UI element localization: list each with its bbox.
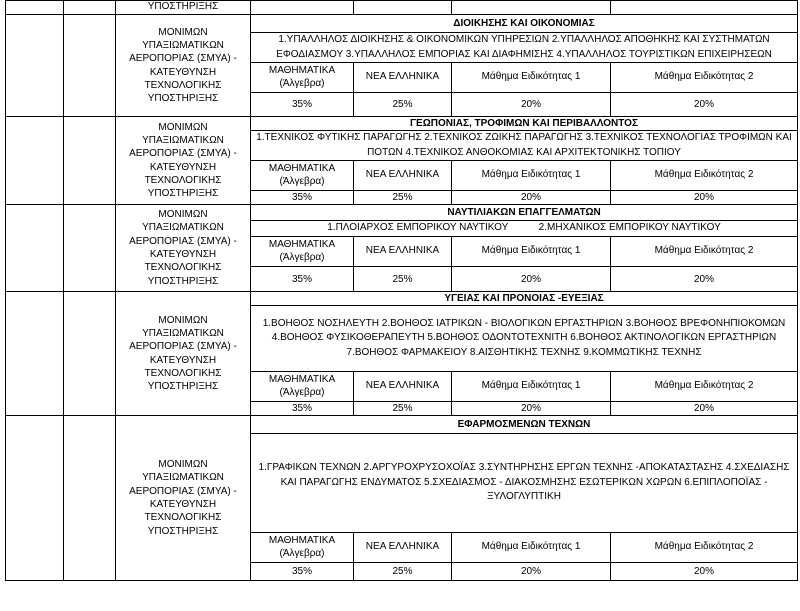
subject-spec2: Μάθημα Ειδικότητας 2 [611,237,798,267]
index-cell [6,416,64,581]
sector-title: ΝΑΥΤΙΛΙΑΚΩΝ ΕΠΑΓΓΕΛΜΑΤΩΝ [251,205,798,221]
subject-math: ΜΑΘΗΜΑΤΙΚΑ (Άλγεβρα) [251,63,354,93]
index-cell [6,1,64,15]
school-name-cell: ΜΟΝΙΜΩΝ ΥΠΑΞΙΩΜΑΤΙΚΩΝ ΑΕΡΟΠΟΡΙΑΣ (ΣΜΥΑ) - ΚΑΤΕΥΘΥΝΣΗ ΤΕΧΝΟΛΟΓΙΚΗΣ ΥΠΟΣΤΗΡΙΞΗΣ [116,117,251,205]
specialties-list: 1.ΤΕΧΝΙΚΟΣ ΦΥΤΙΚΗΣ ΠΑΡΑΓΩΓΗΣ 2.ΤΕΧΝΙΚΟΣ ΖΩΙΚΗΣ ΠΑΡΑΓΩΓΗΣ 3.ΤΕΧΝΙΚΟΣ ΤΕΧΝΟΛΟΓΙΑΣ ΤΡΟΦΙΜΩΝ ΚΑΙ ΠΟΤΩΝ 4.ΤΕΧΝΙΚΟΣ ΑΝΘΟΚΟΜΙΑΣ ΚΑΙ ΑΡΧΙΤΕΚΤΟΝΙΚΗΣ ΤΟΠΙΟΥ [251,131,798,161]
school-name-cell: ΜΟΝΙΜΩΝ ΥΠΑΞΙΩΜΑΤΙΚΩΝ ΑΕΡΟΠΟΡΙΑΣ (ΣΜΥΑ) - ΚΑΤΕΥΘΥΝΣΗ ΤΕΧΝΟΛΟΓΙΚΗΣ ΥΠΟΣΤΗΡΙΞΗΣ [116,15,251,117]
subject-spec2: Μάθημα Ειδικότητας 2 [611,533,798,563]
index-cell [6,292,64,416]
weight-spec1: 20% [452,93,611,117]
weight-greek: 25% [354,267,452,292]
school-name-cell: ΥΠΟΣΤΗΡΙΞΗΣ [116,1,251,15]
sector-header-row [6,15,798,33]
weight-math: 35% [251,402,354,416]
subject-spec1: Μάθημα Ειδικότητας 1 [452,237,611,267]
weight-spec2: 20% [611,563,798,581]
subject-spec1: Μάθημα Ειδικότητας 1 [452,161,611,191]
sub-index-cell [64,15,116,117]
specialties-list: 1.ΠΛΟΙΑΡΧΟΣ ΕΜΠΟΡΙΚΟΥ ΝΑΥΤΙΚΟΥ 2.ΜΗΧΑΝΙΚΟΣ ΕΜΠΟΡΙΚΟΥ ΝΑΥΤΙΚΟΥ [251,221,798,237]
weight-greek: 25% [354,93,452,117]
table-row [6,1,798,15]
sector-title: ΔΙΟΙΚΗΣΗΣ ΚΑΙ ΟΙΚΟΝΟΜΙΑΣ [251,15,798,33]
sector-title: ΓΕΩΠΟΝΙΑΣ, ΤΡΟΦΙΜΩΝ ΚΑΙ ΠΕΡΙΒΑΛΛΟΝΤΟΣ [251,117,798,131]
empty-cell [611,1,798,15]
subject-spec2: Μάθημα Ειδικότητας 2 [611,63,798,93]
subject-math: ΜΑΘΗΜΑΤΙΚΑ (Άλγεβρα) [251,161,354,191]
weight-greek: 25% [354,563,452,581]
sub-index-cell [64,205,116,292]
sector-header-row [6,416,798,434]
weight-spec1: 20% [452,402,611,416]
weight-math: 35% [251,267,354,292]
subject-spec2: Μάθημα Ειδικότητας 2 [611,161,798,191]
weight-spec2: 20% [611,402,798,416]
sub-index-cell [64,292,116,416]
subject-greek: ΝΕΑ ΕΛΛΗΝΙΚΑ [354,63,452,93]
empty-cell [452,1,611,15]
sector-title: ΕΦΑΡΜΟΣΜΕΝΩΝ ΤΕΧΝΩΝ [251,416,798,434]
weight-math: 35% [251,563,354,581]
subject-spec1: Μάθημα Ειδικότητας 1 [452,372,611,402]
weight-spec2: 20% [611,267,798,292]
school-name-cell: ΜΟΝΙΜΩΝ ΥΠΑΞΙΩΜΑΤΙΚΩΝ ΑΕΡΟΠΟΡΙΑΣ (ΣΜΥΑ) - ΚΑΤΕΥΘΥΝΣΗ ΤΕΧΝΟΛΟΓΙΚΗΣ ΥΠΟΣΤΗΡΙΞΗΣ [116,205,251,292]
weight-spec2: 20% [611,191,798,205]
requirements-table [5,0,798,581]
weight-math: 35% [251,191,354,205]
subject-greek: ΝΕΑ ΕΛΛΗΝΙΚΑ [354,372,452,402]
weight-greek: 25% [354,191,452,205]
weight-spec1: 20% [452,563,611,581]
weight-spec2: 20% [611,93,798,117]
index-cell [6,15,64,117]
subject-math: ΜΑΘΗΜΑΤΙΚΑ (Άλγεβρα) [251,237,354,267]
specialties-list: 1.ΥΠΑΛΛΗΛΟΣ ΔΙΟΙΚΗΣΗΣ & ΟΙΚΟΝΟΜΙΚΩΝ ΥΠΗΡΕΣΙΩΝ 2.ΥΠΑΛΛΗΛΟΣ ΑΠΟΘΗΚΗΣ ΚΑΙ ΣΥΣΤΗΜΑΤΩΝ ΕΦΟΔΙΑΣΜΟΥ 3.ΥΠΑΛΛΗΛΟΣ ΕΜΠΟΡΙΑΣ ΚΑΙ ΔΙΑΦΗΜΙΣΗΣ 4.ΥΠΑΛΛΗΛΟΣ ΤΟΥΡΙΣΤΙΚΩΝ ΕΠΙΧΕΙΡΗΣΕΩΝ [251,33,798,63]
index-cell [6,117,64,205]
subject-spec1: Μάθημα Ειδικότητας 1 [452,63,611,93]
weight-spec1: 20% [452,267,611,292]
sector-header-row [6,292,798,306]
empty-cell [251,1,354,15]
subject-greek: ΝΕΑ ΕΛΛΗΝΙΚΑ [354,533,452,563]
subject-greek: ΝΕΑ ΕΛΛΗΝΙΚΑ [354,237,452,267]
subject-math: ΜΑΘΗΜΑΤΙΚΑ (Άλγεβρα) [251,372,354,402]
index-cell [6,205,64,292]
sector-header-row [6,117,798,131]
specialties-list: 1.ΒΟΗΘΟΣ ΝΟΣΗΛΕΥΤΗ 2.ΒΟΗΘΟΣ ΙΑΤΡΙΚΩΝ - ΒΙΟΛΟΓΙΚΩΝ ΕΡΓΑΣΤΗΡΙΩΝ 3.ΒΟΗΘΟΣ ΒΡΕΦΟΝΗΠΙΟΚΟΜΩΝ 4.ΒΟΗΘΟΣ ΦΥΣΙΚΟΘΕΡΑΠΕΥΤΗ 5.ΒΟΗΘΟΣ ΟΔΟΝΤΟΤΕΧΝΙΤΗ 6.ΒΟΗΘΟΣ ΑΚΤΙΝΟΛΟΓΙΚΩΝ ΕΡΓΑΣΤΗΡΙΩΝ 7.ΒΟΗΘΟΣ ΦΑΡΜΑΚΕΙΟΥ 8.ΑΙΣΘΗΤΙΚΗΣ ΤΕΧΝΗΣ 9.ΚΟΜΜΩΤΙΚΗΣ ΤΕΧΝΗΣ [251,306,798,372]
sub-index-cell [64,117,116,205]
specialties-list: 1.ΓΡΑΦΙΚΩΝ ΤΕΧΝΩΝ 2.ΑΡΓΥΡΟΧΡΥΣΟΧΟΪΑΣ 3.ΣΥΝΤΗΡΗΣΗΣ ΕΡΓΩΝ ΤΕΧΝΗΣ -ΑΠΟΚΑΤΑΣΤΑΣΗΣ 4.ΣΧΕΔΙΑΣΗΣ ΚΑΙ ΠΑΡΑΓΩΓΗΣ ΕΝΔΥΜΑΤΟΣ 5.ΣΧΕΔΙΑΣΜΟΣ - ΔΙΑΚΟΣΜΗΣΗΣ ΕΣΩΤΕΡΙΚΩΝ ΧΩΡΩΝ 6.ΕΠΙΠΛΟΠΟΪΑΣ - ΞΥΛΟΓΛΥΠΤΙΚΗ [251,434,798,533]
subject-math: ΜΑΘΗΜΑΤΙΚΑ (Άλγεβρα) [251,533,354,563]
sub-index-cell [64,1,116,15]
sub-index-cell [64,416,116,581]
sector-header-row [6,205,798,221]
weight-spec1: 20% [452,191,611,205]
sector-title: ΥΓΕΙΑΣ ΚΑΙ ΠΡΟΝΟΙΑΣ -ΕΥΕΞΙΑΣ [251,292,798,306]
school-name-cell: ΜΟΝΙΜΩΝ ΥΠΑΞΙΩΜΑΤΙΚΩΝ ΑΕΡΟΠΟΡΙΑΣ (ΣΜΥΑ) - ΚΑΤΕΥΘΥΝΣΗ ΤΕΧΝΟΛΟΓΙΚΗΣ ΥΠΟΣΤΗΡΙΞΗΣ [116,292,251,416]
empty-cell [354,1,452,15]
subject-greek: ΝΕΑ ΕΛΛΗΝΙΚΑ [354,161,452,191]
subject-spec2: Μάθημα Ειδικότητας 2 [611,372,798,402]
weight-math: 35% [251,93,354,117]
subject-spec1: Μάθημα Ειδικότητας 1 [452,533,611,563]
school-name-cell: ΜΟΝΙΜΩΝ ΥΠΑΞΙΩΜΑΤΙΚΩΝ ΑΕΡΟΠΟΡΙΑΣ (ΣΜΥΑ) - ΚΑΤΕΥΘΥΝΣΗ ΤΕΧΝΟΛΟΓΙΚΗΣ ΥΠΟΣΤΗΡΙΞΗΣ [116,416,251,581]
weight-greek: 25% [354,402,452,416]
